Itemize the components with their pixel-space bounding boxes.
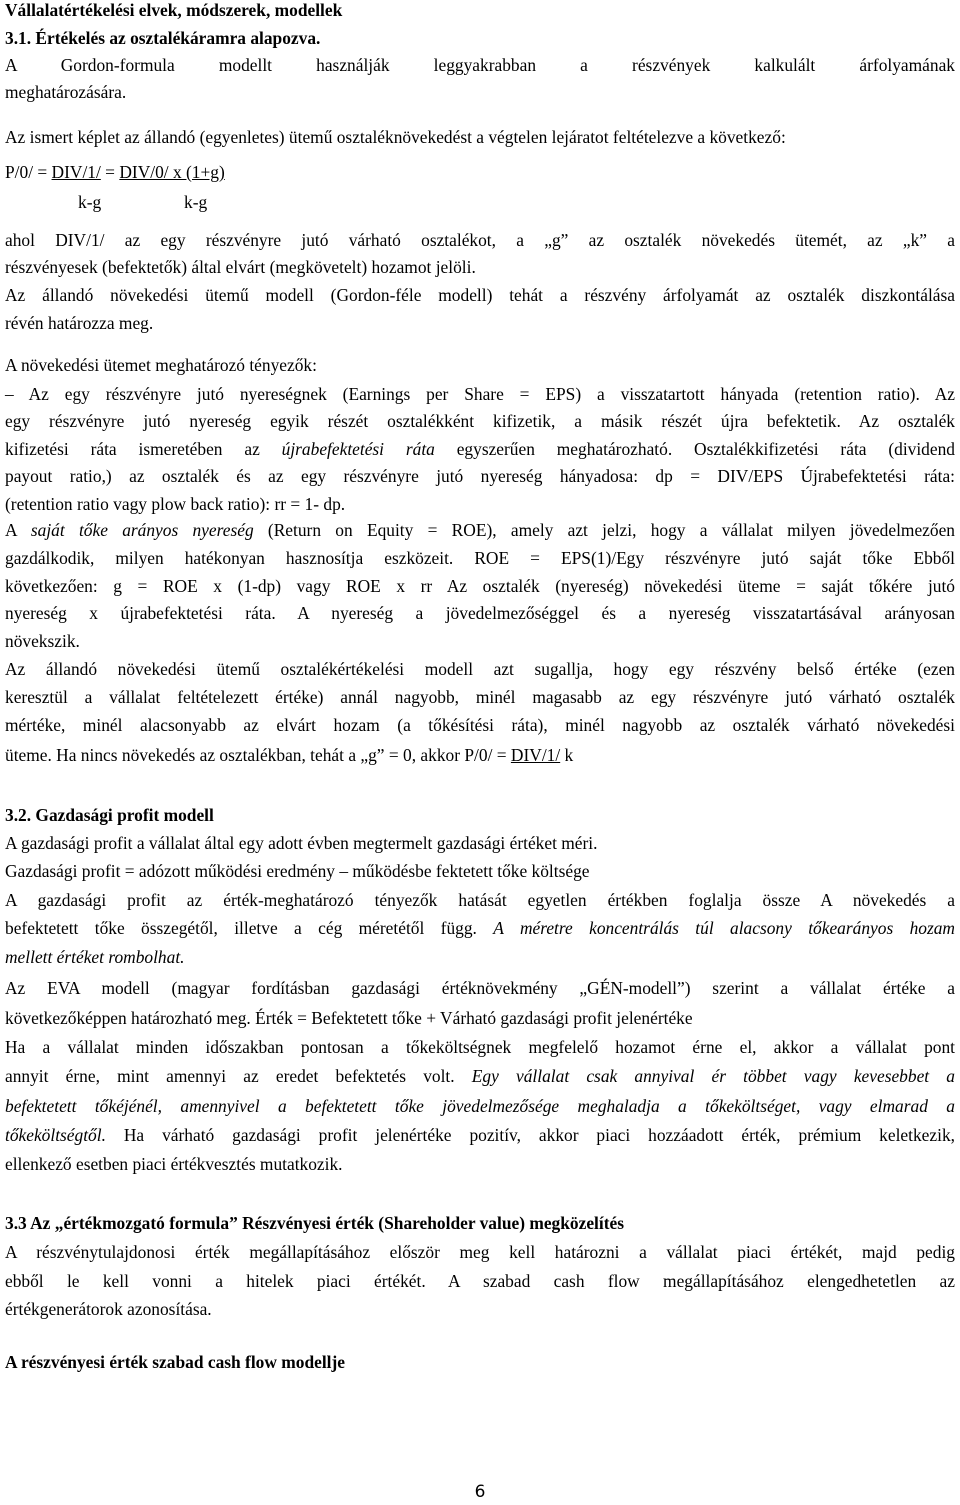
text-line bbox=[5, 1125, 955, 1145]
text-line: mértéke, minél alacsonyabb az elvárt hozam (a tőkésítési ráta), minél nagyobb az osztalék várható növekedési bbox=[5, 715, 955, 735]
text-run: annyit érne, mint amennyi az eredet befektetés volt. bbox=[5, 1066, 472, 1086]
text-line: A növekedési ütemet meghatározó tényezők: bbox=[5, 355, 317, 375]
formula-eq: = bbox=[100, 162, 120, 182]
text-line: (retention ratio vagy plow back ratio): rr = 1- dp. bbox=[5, 494, 346, 514]
formula-lhs: P/0/ = bbox=[5, 162, 52, 182]
text-line: révén határozza meg. bbox=[5, 313, 154, 333]
text-line-italic: befektetett tőkéjénél, amennyivel a befektetett tőke jövedelmezősége meghaladja a tőkeköltséget, vagy elmarad a bbox=[5, 1096, 955, 1116]
text-line: Az állandó növekedési ütemű osztalékértékelési modell azt sugallja, hogy egy részvény belső értéke (ezen bbox=[5, 659, 955, 679]
text-run: befektetett tőke összegétől, illetve a cég méretétől függ. bbox=[5, 918, 494, 938]
text-line: Gazdasági profit = adózott működési eredmény – működésbe fektetett tőke költsége bbox=[5, 861, 590, 881]
text-line bbox=[5, 745, 955, 765]
text-line: keresztül a vállalat feltételezett értéke) annál nagyobb, minél magasabb az egy részvényre jutó várható osztalék bbox=[5, 687, 955, 707]
text-run: Ha várható gazdasági profit jelenértéke pozitív, akkor piaci hozzáadott érték, prémium keletkezik, bbox=[105, 1125, 955, 1145]
formula-denominator-1: k-g bbox=[78, 192, 102, 212]
text-line: értékgenerátorok azonosítása. bbox=[5, 1299, 212, 1319]
text-line: növekszik. bbox=[5, 631, 80, 651]
text-run-italic: saját tőke arányos nyereség bbox=[30, 520, 254, 540]
text-line: gazdálkodik, milyen hatékonyan hasznosítja eszközeit. ROE = EPS(1)/Egy részvényre jutó saját tőke Ebből bbox=[5, 548, 955, 568]
text-line bbox=[5, 439, 955, 459]
text-line: ahol DIV/1/ az egy részvényre jutó várható osztalékot, a „g” az osztalék növekedés ütemét, az „k” a bbox=[5, 230, 955, 250]
text-line: nyereség x újrabefektetési ráta. A nyereség a jövedelmezőséggel és a nyereség visszatartásával arányosan bbox=[5, 603, 955, 623]
text-line bbox=[5, 1066, 955, 1086]
text-run: (Return on Equity = ROE), amely azt jelzi, hogy a vállalat milyen jövedelmezően bbox=[253, 520, 955, 540]
text-line: – Az egy részvényre jutó nyereségnek (Earnings per Share = EPS) a visszatartott hányada (retention ratio). Az bbox=[5, 384, 955, 404]
page-number: 6 bbox=[474, 1482, 486, 1502]
text-run: egyszerűen meghatározható. Osztalékkifizetési ráta (dividend bbox=[434, 439, 955, 459]
section-heading-3-2: 3.2. Gazdasági profit modell bbox=[5, 805, 214, 825]
text-line: egy részvényre jutó nyereség egyik részét osztalékként kifizetik, a másik részét újra befektetik. Az osztalék bbox=[5, 411, 955, 431]
formula-line bbox=[5, 162, 955, 182]
formula-numerator-2: DIV/0/ x (1+g) bbox=[119, 162, 225, 182]
text-run-italic: újrabefektetési ráta bbox=[281, 439, 435, 459]
section-heading-fcf-model: A részvényesi érték szabad cash flow modellje bbox=[5, 1352, 346, 1372]
formula-numerator-1: DIV/1/ bbox=[51, 162, 101, 182]
text-line: payout ratio,) az osztalék és az egy részvényre jutó nyereség hányadosa: dp = DIV/EPS Újrabefektetési ráta: bbox=[5, 466, 955, 486]
text-line: következően: g = ROE x (1-dp) vagy ROE x rr Az osztalék (nyereség) növekedési üteme = saját tőkére jutó bbox=[5, 576, 955, 596]
text-line: részvényesek (befektetők) által elvárt (megkövetelt) hozamot jelöli. bbox=[5, 257, 476, 277]
text-run: k bbox=[560, 745, 574, 765]
doc-title: Vállalatértékelési elvek, módszerek, modellek bbox=[5, 0, 343, 20]
text-line: A Gordon-formula modellt használják leggyakrabban a részvények kalkulált árfolyamának bbox=[5, 55, 955, 75]
text-run-italic: A méretre koncentrálás túl alacsony tőkearányos hozam bbox=[493, 918, 955, 938]
text-line: meghatározására. bbox=[5, 82, 127, 102]
text-run: üteme. Ha nincs növekedés az osztalékban, tehát a „g” = 0, akkor P/0/ = bbox=[5, 745, 511, 765]
text-line: következőképpen határozható meg. Érték = Befektetett tőke + Várható gazdasági profit jelenértéke bbox=[5, 1008, 693, 1028]
text-line: Az állandó növekedési ütemű modell (Gordon-féle modell) tehát a részvény árfolyamát az osztalék diszkontálása bbox=[5, 285, 955, 305]
text-line: Az ismert képlet az állandó (egyenletes) ütemű osztaléknövekedést a végtelen lejáratot feltételezve a következő: bbox=[5, 127, 786, 147]
formula-denominator-2: k-g bbox=[184, 192, 208, 212]
text-run-italic: tőkeköltségtől. bbox=[5, 1125, 106, 1145]
text-line: Ha a vállalat minden időszakban pontosan a tőkeköltségnek megfelelő hozamot érne el, akkor a vállalat pont bbox=[5, 1037, 955, 1057]
text-line: A gazdasági profit az érték-meghatározó tényezők hatását egyetlen értékben foglalja össze A növekedés a bbox=[5, 890, 955, 910]
section-heading-3-1: 3.1. Értékelés az osztalékáramra alapozva. bbox=[5, 28, 321, 48]
text-line-italic: mellett értéket rombolhat. bbox=[5, 947, 185, 967]
text-line: A gazdasági profit a vállalat által egy adott évben megtermelt gazdasági értéket méri. bbox=[5, 833, 598, 853]
text-line bbox=[5, 520, 955, 540]
text-line: Az EVA modell (magyar fordításban gazdasági értéknövekmény „GÉN-modell”) szerint a vállalat értéke a bbox=[5, 978, 955, 998]
text-run-italic: Egy vállalat csak annyival ér többet vagy kevesebbet a bbox=[471, 1066, 956, 1086]
text-line: ebből le kell vonni a hitelek piaci értékét. A szabad cash flow megállapításához elengedhetetlen az bbox=[5, 1271, 955, 1291]
text-run: A bbox=[5, 520, 31, 540]
text-line: ellenkező esetben piaci értékvesztés mutatkozik. bbox=[5, 1154, 343, 1174]
section-heading-3-3: 3.3 Az „értékmozgató formula” Részvényesi érték (Shareholder value) megközelítés bbox=[5, 1213, 624, 1233]
text-run-underline: DIV/1/ bbox=[510, 745, 561, 765]
text-line bbox=[5, 918, 955, 938]
text-run: kifizetési ráta ismeretében az bbox=[5, 439, 282, 459]
text-line: A részvénytulajdonosi érték megállapításához először meg kell határozni a vállalat piaci értékét, majd pedig bbox=[5, 1242, 955, 1262]
